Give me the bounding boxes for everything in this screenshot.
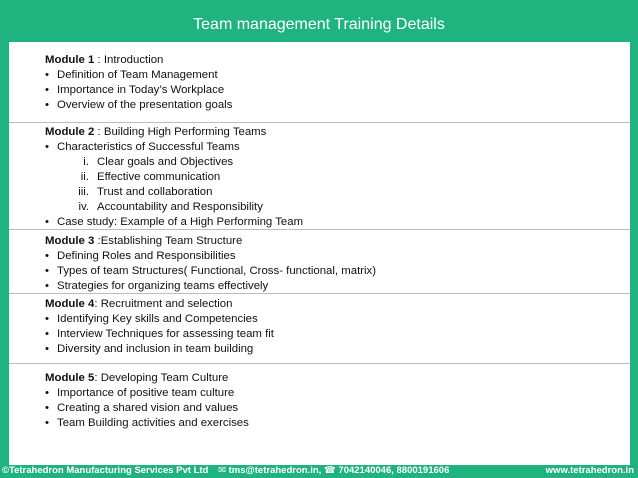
list-item-text: Types of team Structures( Functional, Cross- functional, matrix) [57,265,377,277]
sub-list-text: Trust and collaboration [97,186,213,198]
list-item-text: Team Building activities and exercises [57,417,249,429]
content-panel [9,42,630,465]
module-4-section [9,293,630,363]
module-label: Module 1 [45,54,95,66]
list-item-text: Overview of the presentation goals [57,99,233,111]
module-5-section [9,363,630,465]
module-1-section [9,42,630,122]
envelope-icon: ✉ [218,465,226,476]
sub-list-number: ii. [80,171,89,183]
sub-list-text: Accountability and Responsibility [97,201,263,213]
list-item: • Strategies for organizing teams effectively [45,280,269,292]
slide-title: Team management Training Details [193,16,445,33]
sub-list-number: i. [83,156,89,168]
list-item-text: Strategies for organizing teams effectively [57,280,269,292]
module-4-heading [45,297,232,312]
list-item-text: Importance of positive team culture [57,387,235,399]
footer-phones: 7042140046, 8800191606 [338,465,450,476]
module-5-heading [45,371,228,386]
list-item: • Definition of Team Management [45,69,218,81]
module-title: : Introduction [94,54,164,66]
list-item: • Identifying Key skills and Competencies [45,313,258,325]
list-item: • Diversity and inclusion in team building [45,343,254,355]
footer-contact [218,464,449,478]
sub-list-text: Clear goals and Objectives [97,156,234,168]
sub-list-number: iii. [78,186,89,198]
module-2-section [9,122,630,229]
footer-website[interactable]: www.tetrahedron.in [545,465,634,476]
list-item: • Overview of the presentation goals [45,99,233,111]
list-item-text: Interview Techniques for assessing team fit [57,328,274,340]
list-item-text: Case study: Example of a High Performing Team [57,216,304,228]
sub-list-item [66,155,233,170]
telephone-icon: ☎ [323,465,336,476]
footer-email[interactable]: tms@tetrahedron.in, [228,465,322,476]
list-item-text: Characteristics of Successful Teams [57,141,240,153]
module-label: Module 4 [45,298,95,310]
list-item-text: Importance in Today’s Workplace [57,84,225,96]
sub-list-item [66,185,212,200]
module-label: Module 2 [45,126,95,138]
module-3-section [9,229,630,293]
list-item: • Characteristics of Successful Teams [45,141,240,153]
module-2-heading [45,125,266,140]
list-item-text: Identifying Key skills and Competencies [57,313,258,325]
sub-list-text: Effective communication [97,171,221,183]
list-item: • Case study: Example of a High Performing Team [45,216,304,228]
module-3-heading [45,234,242,249]
footer-bar [0,464,638,478]
module-title: : Recruitment and selection [94,298,233,310]
list-item-text: Diversity and inclusion in team building [57,343,254,355]
module-label: Module 3 [45,235,95,247]
module-label: Module 5 [45,372,95,384]
list-item: • Types of team Structures( Functional, Cross- functional, matrix) [45,265,377,277]
footer-company: ©Tetrahedron Manufacturing Services Pvt Ltd [2,465,209,476]
list-item-text: Creating a shared vision and values [57,402,239,414]
module-1-heading [45,53,163,68]
list-item-text: Defining Roles and Responsibilities [57,250,236,262]
module-title: : Developing Team Culture [94,372,229,384]
list-item: • Creating a shared vision and values [45,402,239,414]
sub-list-number: iv. [78,201,89,213]
list-item: • Team Building activities and exercises [45,417,249,429]
list-item: • Defining Roles and Responsibilities [45,250,236,262]
list-item: • Importance in Today’s Workplace [45,84,225,96]
sub-list-item [66,170,220,185]
list-item: • Importance of positive team culture [45,387,235,399]
sub-list-item [66,200,263,215]
list-item: • Interview Techniques for assessing team fit [45,328,274,340]
list-item-text: Definition of Team Management [57,69,218,81]
module-title: :Establishing Team Structure [94,235,243,247]
module-title: : Building High Performing Teams [94,126,267,138]
